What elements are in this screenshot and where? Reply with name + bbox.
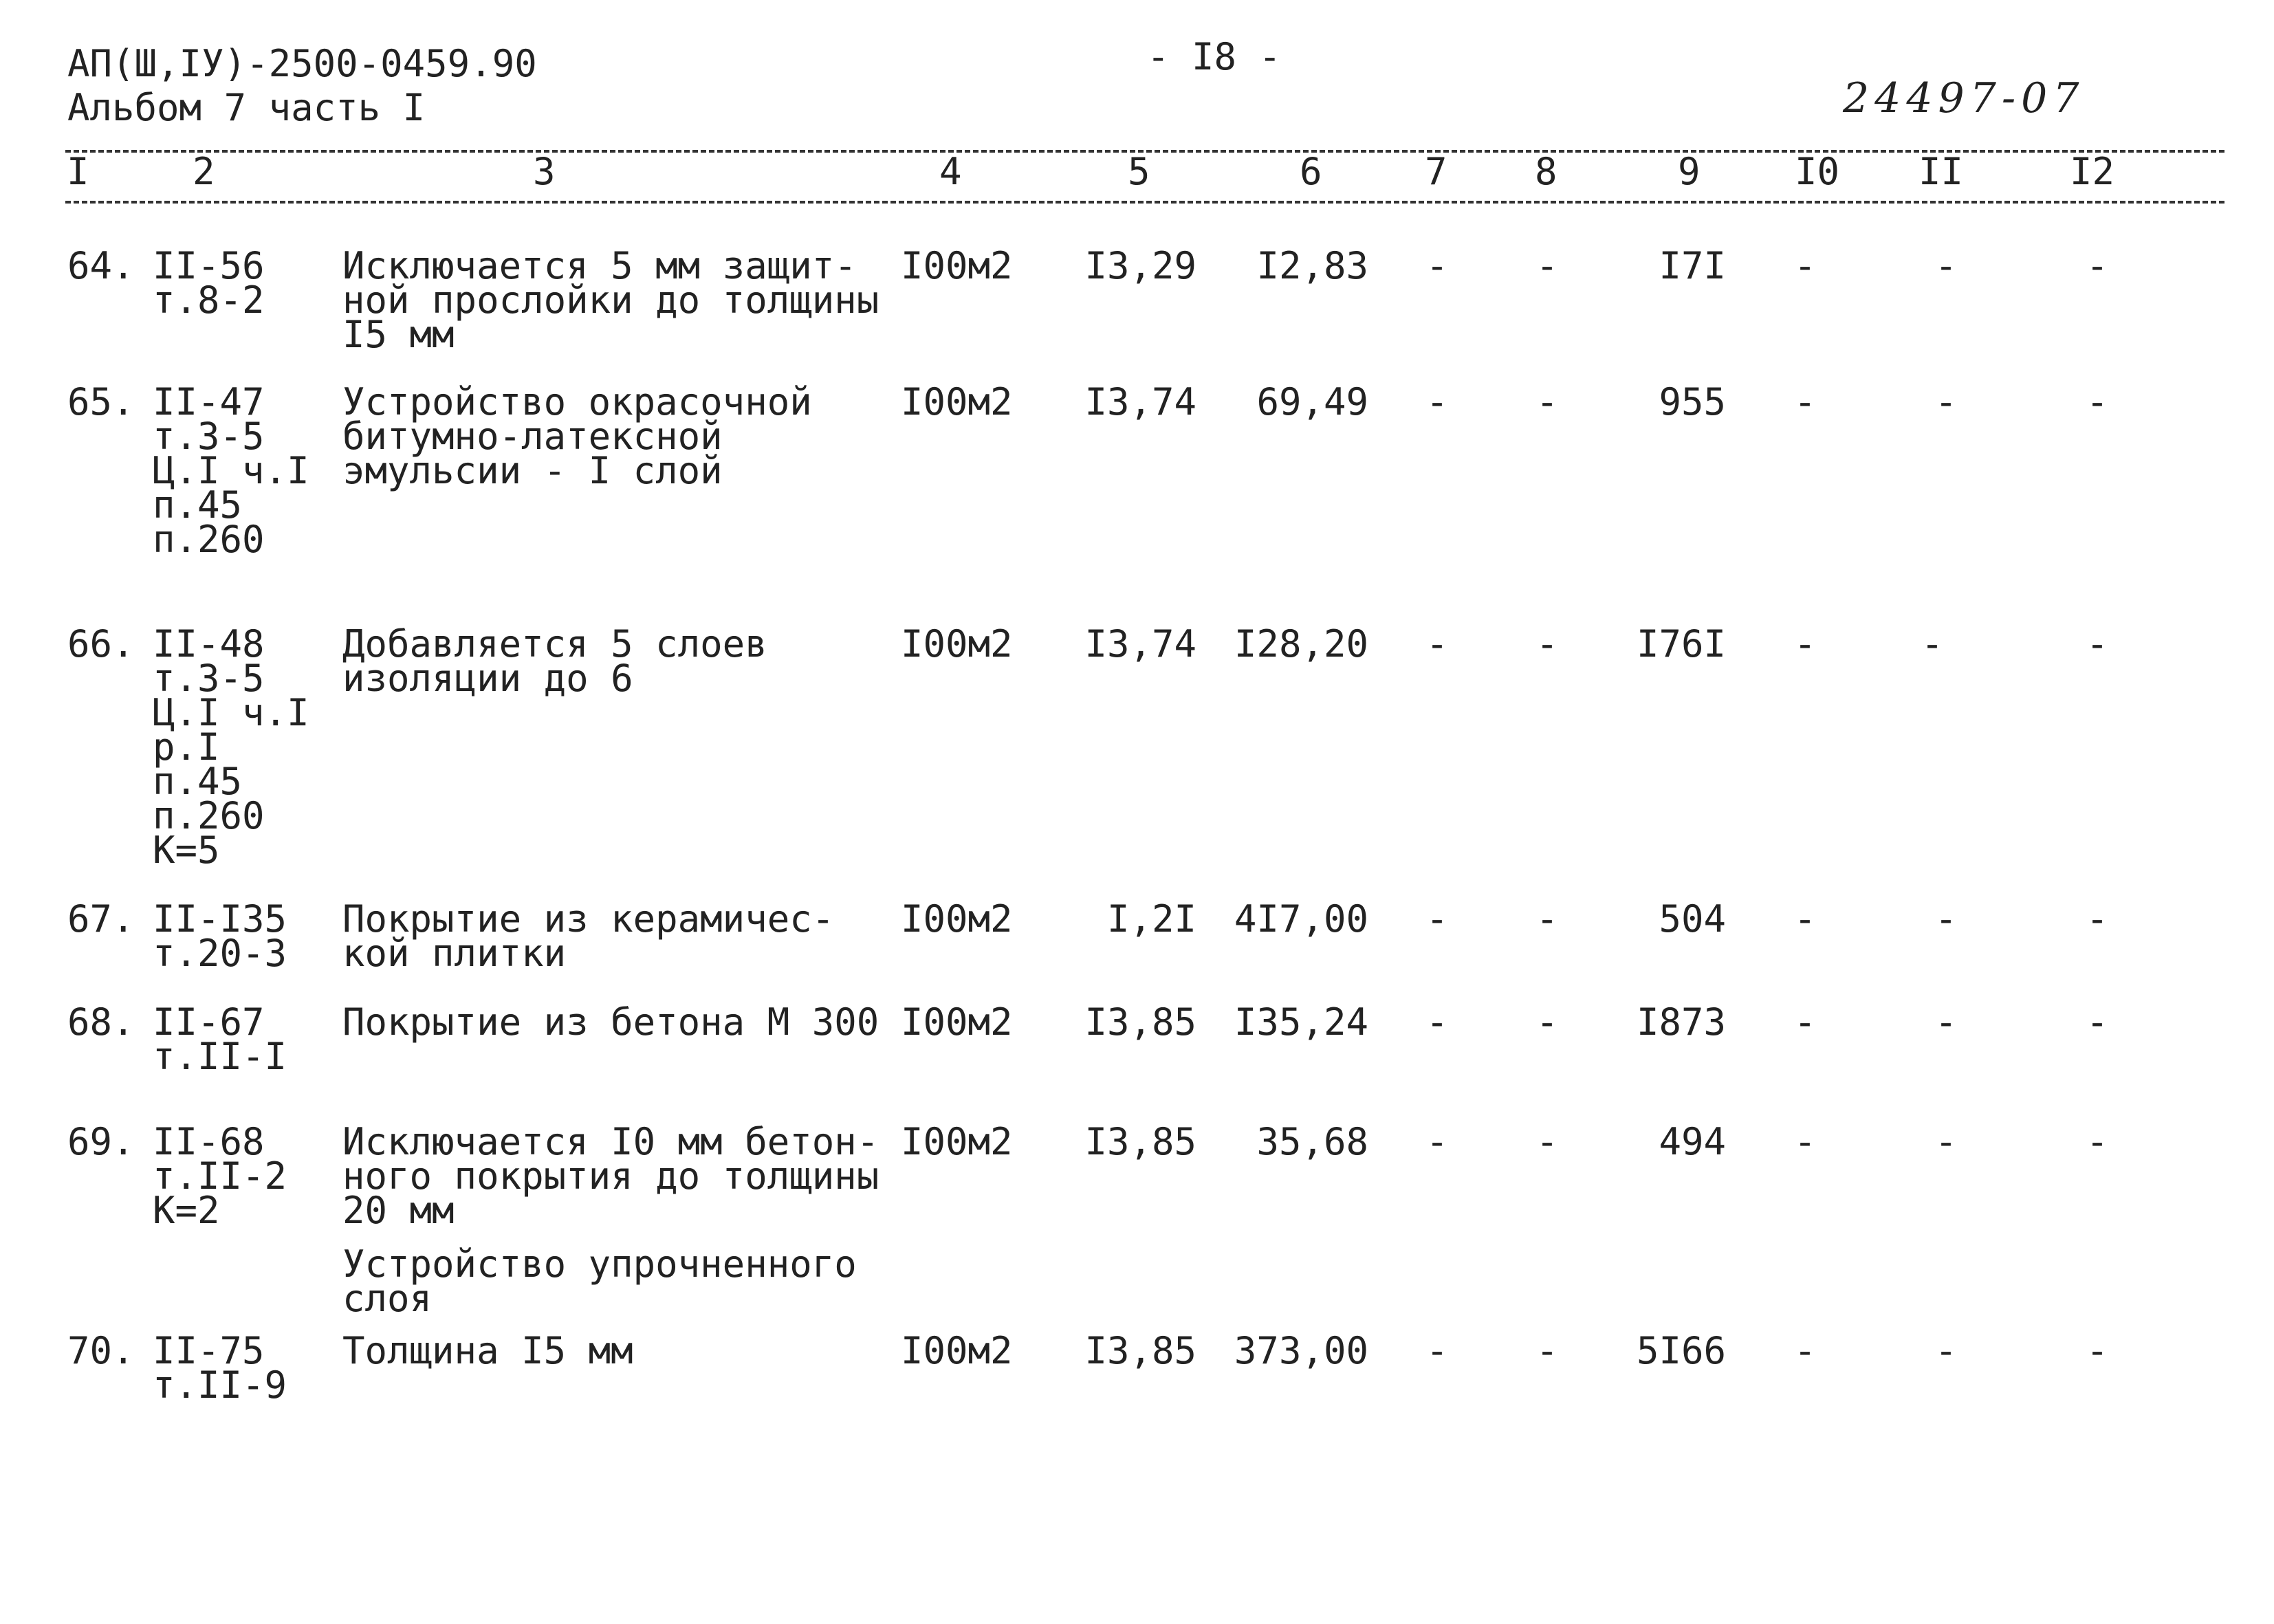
- row-col5: I3,29: [1084, 244, 1196, 287]
- row-col8: -: [1535, 380, 1559, 424]
- row-col8: -: [1535, 897, 1559, 941]
- row-col12: -: [2086, 380, 2109, 424]
- row-col12: -: [2086, 1120, 2109, 1163]
- row-col9: 504: [1659, 897, 1726, 941]
- row-col12: -: [2086, 244, 2109, 287]
- row-code: II-75 т.II-9: [153, 1329, 287, 1407]
- row-col8: -: [1535, 1120, 1559, 1163]
- row-unit: I00м2: [901, 1120, 1013, 1163]
- row-col7: -: [1425, 1120, 1449, 1163]
- header-bottom-rule: [65, 201, 2224, 204]
- handwritten-number: 24497-07: [1843, 74, 2085, 122]
- row-code: II-56 т.8-2: [153, 244, 265, 322]
- row-col12: -: [2086, 897, 2109, 941]
- row-col11: -: [1934, 380, 1958, 424]
- row-col8: -: [1535, 1329, 1559, 1372]
- row-unit: I00м2: [901, 1000, 1013, 1044]
- row-col10: -: [1793, 1000, 1817, 1044]
- row-col10: -: [1793, 897, 1817, 941]
- row-col7: -: [1425, 897, 1449, 941]
- row-number: 68.: [67, 1000, 135, 1044]
- row-description: Устройство окрасочной битумно-латексной эмульсии - I слой: [342, 380, 812, 492]
- album-label: Альбом 7 часть I: [67, 86, 426, 129]
- row-col11: -: [1934, 897, 1958, 941]
- row-col11: -: [1934, 1120, 1958, 1163]
- row-col6: I35,24: [1234, 1000, 1368, 1044]
- col-header-7: 7: [1425, 150, 1447, 193]
- row-code: II-47 т.3-5 Ц.I ч.I п.45 п.260: [153, 380, 309, 561]
- row-col5: I3,85: [1084, 1120, 1196, 1163]
- row-col12: -: [2086, 1329, 2109, 1372]
- col-header-9: 9: [1678, 150, 1701, 193]
- row-code: II-I35 т.20-3: [153, 897, 287, 975]
- row-col9: 494: [1659, 1120, 1726, 1163]
- row-col6: 35,68: [1256, 1120, 1368, 1163]
- row-unit: I00м2: [901, 1329, 1013, 1372]
- row-col8: -: [1535, 244, 1559, 287]
- row-unit: I00м2: [901, 244, 1013, 287]
- row-description: Исключается 5 мм защит- ной прослойки до толщины I5 мм: [342, 244, 879, 356]
- row-col5: I3,74: [1084, 380, 1196, 424]
- row-col5: I3,85: [1084, 1329, 1196, 1372]
- row-number: 64.: [67, 244, 135, 287]
- row-col6: 4I7,00: [1234, 897, 1368, 941]
- document-code: АП(Ш,IУ)-2500-0459.90: [67, 42, 537, 85]
- row-col10: -: [1793, 1329, 1817, 1372]
- row-col6: 373,00: [1234, 1329, 1368, 1372]
- section-subheading: Устройство упрочненного слоя: [342, 1242, 857, 1320]
- row-col11: -: [1934, 1000, 1958, 1044]
- col-header-12: I2: [2070, 150, 2115, 193]
- row-col9: I76I: [1636, 622, 1726, 666]
- row-description: Покрытие из керамичес- кой плитки: [342, 897, 835, 975]
- col-header-10: I0: [1795, 150, 1840, 193]
- col-header-11: II: [1918, 150, 1964, 193]
- col-header-5: 5: [1128, 150, 1150, 193]
- row-description: Покрытие из бетона М 300: [342, 1000, 879, 1044]
- row-number: 70.: [67, 1329, 135, 1372]
- row-col7: -: [1425, 1329, 1449, 1372]
- row-unit: I00м2: [901, 897, 1013, 941]
- row-col9: 955: [1659, 380, 1726, 424]
- row-code: II-68 т.II-2 К=2: [153, 1120, 287, 1232]
- row-number: 67.: [67, 897, 135, 941]
- row-col6: I2,83: [1256, 244, 1368, 287]
- row-code: II-48 т.3-5 Ц.I ч.I р.I п.45 п.260 К=5: [153, 622, 309, 872]
- col-header-8: 8: [1535, 150, 1557, 193]
- row-unit: I00м2: [901, 380, 1013, 424]
- col-header-4: 4: [939, 150, 962, 193]
- row-col7: -: [1425, 622, 1449, 666]
- row-col9: 5I66: [1636, 1329, 1726, 1372]
- row-col7: -: [1425, 244, 1449, 287]
- row-description: Добавляется 5 слоев изоляции до 6: [342, 622, 767, 700]
- row-description: Исключается I0 мм бетон- ного покрытия до толщины 20 мм: [342, 1120, 879, 1232]
- row-col10: -: [1793, 622, 1817, 666]
- row-code: II-67 т.II-I: [153, 1000, 287, 1078]
- row-col5: I3,74: [1084, 622, 1196, 666]
- row-col11: -: [1921, 622, 1944, 666]
- row-col9: I7I: [1659, 244, 1726, 287]
- row-col7: -: [1425, 1000, 1449, 1044]
- page-number: - I8 -: [1147, 35, 1282, 78]
- row-col9: I873: [1636, 1000, 1726, 1044]
- row-col5: I3,85: [1084, 1000, 1196, 1044]
- row-col11: -: [1934, 1329, 1958, 1372]
- row-col10: -: [1793, 1120, 1817, 1163]
- col-header-3: 3: [533, 150, 556, 193]
- row-col11: -: [1934, 244, 1958, 287]
- row-col10: -: [1793, 244, 1817, 287]
- row-description: Толщина I5 мм: [342, 1329, 633, 1372]
- row-col10: -: [1793, 380, 1817, 424]
- row-col8: -: [1535, 1000, 1559, 1044]
- row-col12: -: [2086, 1000, 2109, 1044]
- row-col12: -: [2086, 622, 2109, 666]
- row-col8: -: [1535, 622, 1559, 666]
- row-number: 69.: [67, 1120, 135, 1163]
- row-number: 65.: [67, 380, 135, 424]
- col-header-1: I: [67, 150, 89, 193]
- row-col6: I28,20: [1234, 622, 1368, 666]
- row-number: 66.: [67, 622, 135, 666]
- row-col5: I,2I: [1106, 897, 1196, 941]
- row-col6: 69,49: [1256, 380, 1368, 424]
- row-unit: I00м2: [901, 622, 1013, 666]
- col-header-6: 6: [1300, 150, 1322, 193]
- row-col7: -: [1425, 380, 1449, 424]
- col-header-2: 2: [193, 150, 215, 193]
